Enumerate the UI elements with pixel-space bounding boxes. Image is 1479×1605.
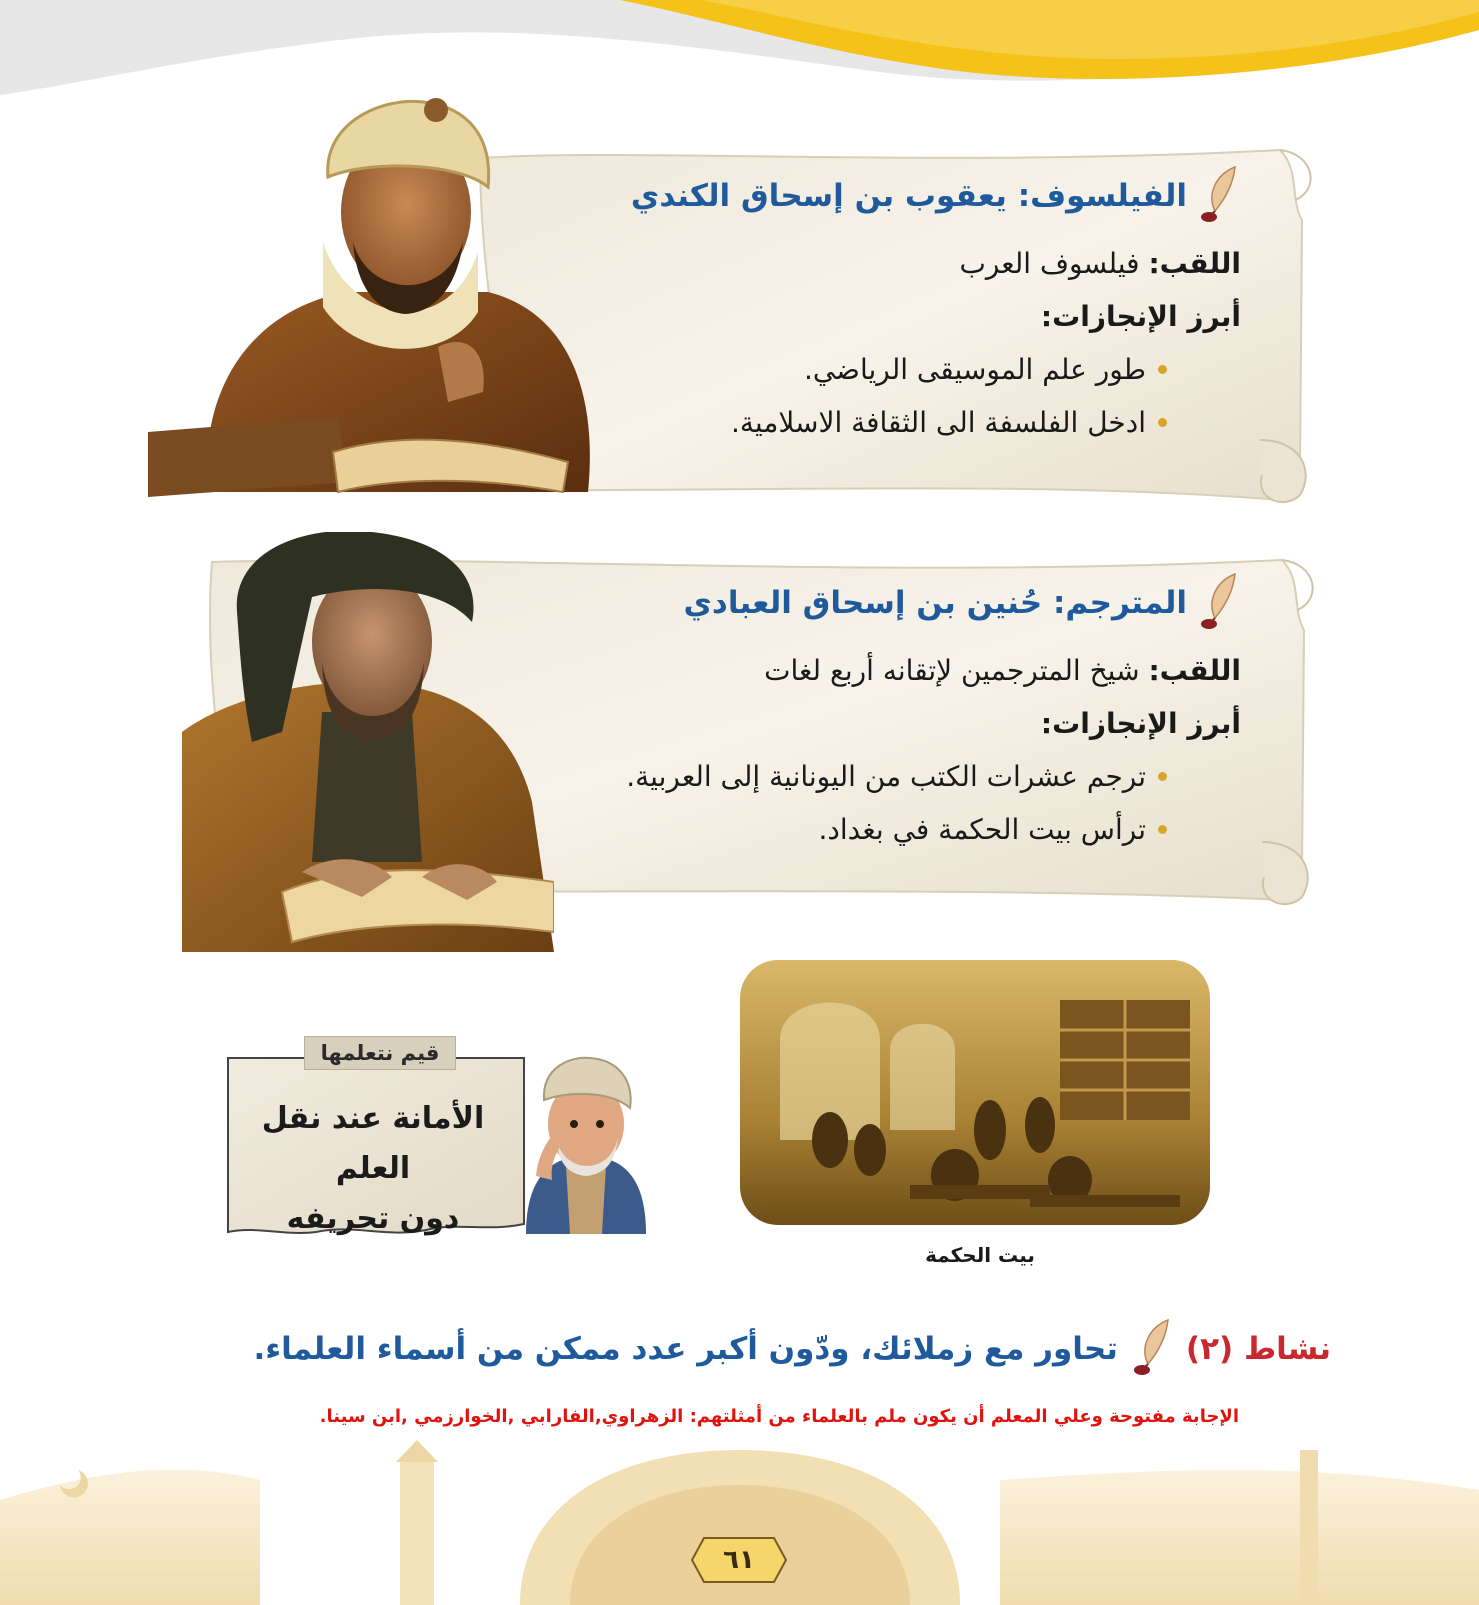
activity-text: تحاور مع زملائك، ودّون أكبر عدد ممكن من أسماء العلماء. <box>253 1331 1118 1367</box>
activity-row <box>253 1318 1331 1380</box>
nickname-label: اللقب: <box>1148 654 1241 687</box>
achievements-label: أبرز الإنجازات: <box>1040 707 1241 740</box>
card-hunayn-text <box>481 572 1241 846</box>
card-title: الفيلسوف: يعقوب بن إسحاق الكندي <box>630 178 1187 214</box>
card-title-line <box>481 572 1241 634</box>
thinking-character <box>522 1056 650 1234</box>
nickname-label: اللقب: <box>1148 247 1241 280</box>
list-item: ترأس بيت الحكمة في بغداد. <box>481 813 1241 846</box>
card-title-line <box>601 165 1241 227</box>
quill-icon <box>1197 165 1241 227</box>
nickname-value: فيلسوف العرب <box>959 247 1140 280</box>
nickname-value: شيخ المترجمين لإتقانه أربع لغات <box>764 654 1140 687</box>
card-title: المترجم: حُنين بن إسحاق العبادي <box>683 585 1187 621</box>
nickname-row <box>481 654 1241 687</box>
nickname-row <box>601 247 1241 280</box>
activity-label: نشاط (٢) <box>1185 1331 1331 1367</box>
list-item: طور علم الموسيقى الرياضي. <box>601 353 1241 386</box>
values-line-1: الأمانة عند نقل العلم <box>261 1101 485 1186</box>
values-note-text <box>232 1094 514 1244</box>
page-number: ٦١ <box>723 1545 755 1575</box>
values-tag: قيم نتعلمها <box>304 1036 456 1070</box>
bullet-icon <box>1158 418 1167 427</box>
bullet-icon <box>1158 365 1167 374</box>
values-line-2: دون تحريفه <box>286 1201 460 1236</box>
house-of-wisdom-image <box>740 960 1210 1225</box>
card-kindi-text <box>601 165 1241 439</box>
achievements-list <box>481 760 1241 846</box>
achievements-label: أبرز الإنجازات: <box>1040 300 1241 333</box>
quill-icon <box>1130 1318 1174 1380</box>
portrait-al-kindi <box>148 92 618 502</box>
list-item: ادخل الفلسفة الى الثقافة الاسلامية. <box>601 406 1241 439</box>
answer-text: الإجابة مفتوحة وعلي المعلم أن يكون ملم بالعلماء من أمثلتهم: الزهراوي,الفارابي ,الخوارزمي ,ابن سينا. <box>319 1406 1239 1427</box>
list-item: ترجم عشرات الكتب من اليونانية إلى العربية. <box>481 760 1241 793</box>
image-caption: بيت الحكمة <box>925 1243 1035 1267</box>
bullet-icon <box>1158 772 1167 781</box>
achievements-list <box>601 353 1241 439</box>
bullet-icon <box>1158 825 1167 834</box>
quill-icon <box>1197 572 1241 634</box>
